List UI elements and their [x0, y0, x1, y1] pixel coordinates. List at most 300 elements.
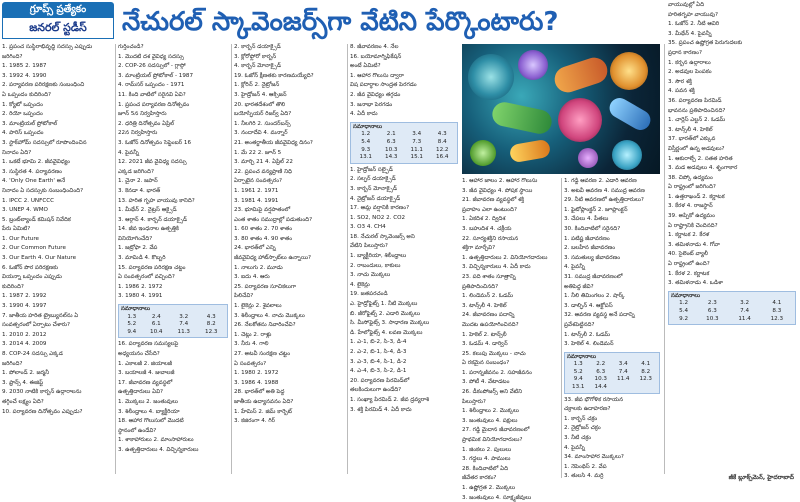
question-line: అధ్యయనం చేసేది?: [118, 351, 160, 357]
question-line: 4. ఏదీ కాదు: [350, 111, 378, 118]
question-line: 3. విచ్ఛిన్నకారులు 4. ఏదీ కాదు: [462, 264, 531, 271]
question-line: 3. క్లోరోఫ్లోరో కార్బన్: [234, 53, 277, 60]
question-line: అతిపెద్ద జీవి?: [564, 283, 594, 290]
question-line: 2. బలహీన జీవావరణం: [564, 245, 616, 252]
question-line: చక్రాలకు ఉదాహరణ?: [564, 406, 611, 413]
question-line: 29. నీటి ఆవరణలో ఉత్పత్తిదారులు?: [564, 197, 644, 204]
question-line: 20. భారతదేశంలో తొలి: [234, 101, 286, 108]
question-line: 1. టాన్స్‌లీ 2. ఓడమ్: [564, 331, 611, 338]
question-line: 1. జింకలు 2. పులులు: [462, 446, 512, 453]
answers-box: [668, 291, 796, 325]
cell-shape: [578, 148, 598, 168]
question-line: 1. ఉత్తరాఖండ్ 2. కర్ణాటక: [668, 193, 725, 200]
answer-cell: 4.3: [206, 313, 216, 320]
question-line: 35. ప్రపంచ ఉష్ణోగ్రత పెరుగుదలకు: [668, 40, 743, 47]
question-line: 1. మీథేన్ 2. నైట్రస్ ఆక్సైడ్: [118, 207, 177, 214]
question-line: సంవత్సరంలో ఏర్పాటు చేశారు?: [2, 322, 70, 329]
question-line: జరిగింది?: [2, 360, 23, 367]
answer-cell: 12.2: [436, 146, 449, 153]
question-line: 1. పరాన్నజీవనం 2. సహజీవనం: [462, 369, 533, 376]
question-line: 4. రామ్‌సర్ ఒప్పందం - 1971: [118, 82, 185, 89]
question-line: 24. భారత్‌లో ఎన్ని: [234, 245, 276, 252]
question-line: 13. హరిత గృహ వాయువు కానిది?: [118, 197, 195, 204]
answer-cell: 2.1: [386, 131, 396, 138]
question-line: 15. పర్యావరణ పరిరక్షణ చట్టం: [118, 264, 186, 271]
answer-cell: 5.2: [127, 321, 137, 328]
question-line: ఏర్పాటైన సంవత్సరం?: [234, 178, 282, 185]
question-line: 2. నైట్రోజన్ చక్రం: [564, 425, 601, 432]
answers-row: [121, 321, 225, 329]
question-line: 3. ఓడమ్ 4. డార్విన్: [462, 341, 508, 348]
question-line: 1. ప్రపంచ పర్యావరణ దినోత్సవం: [118, 101, 190, 108]
question-line: 36. పర్యావరణ పిరమిడ్: [668, 97, 722, 104]
question-line: డి. హేలోఫైట్స్ 4. లవణ మొక్కలు: [350, 329, 423, 336]
question-line: కుదిరింది?: [2, 283, 24, 290]
section-badge: [2, 2, 114, 42]
question-line: 14. జీవ ఇంధనాల ఉత్పత్తికి: [118, 226, 179, 233]
question-line: జరిగింది?: [2, 53, 23, 60]
question-line: 3. చేపలు 4. పీతలు: [564, 216, 609, 223]
question-line: 23. భూమిపై వర్షపాతంలో: [234, 207, 291, 214]
question-line: 10. పర్యావరణ దినోత్సవం ఎప్పుడు?: [2, 408, 83, 415]
question-line: 1. మొదటి దశ వైవిధ్య సదస్సు: [118, 53, 184, 60]
question-line: ఏ రాష్ట్రానికి చెందినది?: [668, 222, 718, 229]
question-line: పిలిచేవి?: [234, 293, 254, 300]
question-line: 27. అటవీ సంరక్షణ చట్టం: [234, 351, 291, 357]
question-line: తలకిందులుగా ఉండేది?: [350, 387, 402, 394]
answer-cell: 8.2: [206, 321, 216, 328]
question-line: ఎ. హైడ్రోఫైట్స్ 1. నీటి మొక్కలు: [350, 301, 418, 308]
question-line: 1. సంఖ్యా పిరమిడ్ 2. జీవ ద్రవ్యరాశి: [350, 396, 430, 403]
question-line: 1. క్యోటో ఒప్పందం: [2, 101, 43, 108]
question-line: 1. హేమిస్ 2. జిమ్ కార్బెట్: [234, 408, 292, 415]
question-line: 16. పర్యావరణ సమస్యలపై: [118, 341, 179, 348]
question-line: 28. కిందివాటిలో ఏది: [462, 465, 509, 472]
question-line: 3. సౌర శక్తి: [668, 78, 692, 85]
question-line: ఏ సంవత్సరంలో వచ్చింది?: [118, 274, 175, 281]
question-line: 1. నాలుగు 2. మూడు: [234, 264, 283, 271]
answer-cell: 3.2: [179, 313, 189, 320]
answer-cell: 11.4: [617, 376, 630, 383]
answers-row: [671, 300, 793, 308]
question-line: 3. మార్చి 21 4. ఏప్రిల్ 22: [234, 159, 293, 166]
question-line: 4. పైవన్నీ: [564, 444, 585, 451]
question-line: 3. తమిళనాడు 4. గోవా: [668, 241, 720, 248]
answer-cell: 2.3: [707, 300, 717, 307]
question-line: 1. కర్బన ఉద్గారాలు: [668, 59, 711, 66]
question-line: 3. Our Earth 4. Our Nature: [2, 255, 77, 262]
bacillus-shape: [551, 54, 610, 95]
question-line: 3. తులసి 4. మర్రి: [564, 473, 604, 480]
question-line: ప్రవేశపెట్టినది?: [564, 321, 595, 328]
question-line: 1. పోలాండ్ 2. జర్మనీ: [2, 370, 50, 377]
question-line: 25. పర్యావరణ సూచికలుగా: [234, 283, 297, 290]
question-line: 3. డాల్ఫిన్ 4. ఆక్టోపస్: [564, 302, 613, 309]
answers-row: [567, 369, 657, 377]
question-line: 3. జంతువులు 4. పక్షులు: [462, 417, 518, 424]
question-line: నినాదం ఏ సదస్సుకు సంబంధించింది?: [2, 187, 84, 194]
question-line: 3. ఉత్పత్తిదారులు 4. విచ్ఛిన్నకారులు: [118, 446, 199, 453]
question-line: ప్రవాహం ఎలా ఉంటుంది?: [462, 206, 517, 213]
question-line: 3. బహుదిశ 4. చక్రీయ: [462, 225, 512, 232]
question-line: 2. COP-26 సదస్సులో - గ్లాస్గో: [118, 63, 186, 70]
answers-table: [567, 361, 657, 391]
column-5: [462, 178, 558, 501]
question-line: 22న నిర్వహిస్తారు: [118, 130, 158, 137]
answer-cell: 6.3: [386, 138, 396, 145]
question-line: 19. ఓజోన్ క్షీణతకు కారణమయ్యేది?: [234, 72, 314, 79]
question-line: 1. 1987 2. 1992: [2, 293, 47, 300]
answer-cell: 10.3: [706, 315, 719, 322]
answer-cell: 7.3: [412, 138, 422, 145]
question-line: 3. నాచు మొక్కలు: [350, 272, 391, 279]
answer-cell: 3.2: [740, 300, 750, 307]
question-line: 23. పది శాతం సూత్రాన్ని: [462, 273, 516, 280]
question-line: 1. ఉత్పత్తిదారులు 2. వినియోగదారులు: [462, 254, 548, 261]
section-badge-top: గ్రూప్స్ ప్రత్యేకం: [2, 2, 114, 18]
answers-box: [564, 352, 660, 394]
question-line: జీవేతర కారకం?: [462, 475, 497, 482]
cell-shape: [518, 50, 548, 80]
question-line: 1. హైడ్రోజన్ సల్ఫైడ్: [350, 166, 393, 173]
question-line: 3. నీరు 4. గాలి: [234, 341, 269, 348]
answers-row: [121, 329, 225, 337]
question-line: 1. ఎకాలజీ 2. జియాలజీ: [118, 360, 173, 367]
question-line: 4. పైవన్నీ: [564, 264, 585, 271]
question-line: 2. రాబందులు, కాకులు: [350, 262, 401, 269]
answers-box: [350, 122, 458, 164]
cell-shape: [612, 140, 642, 170]
column-2: [118, 44, 228, 480]
bacillus-shape: [606, 94, 654, 133]
answer-cell: 9.3: [361, 146, 371, 153]
microbes-illustration: [462, 44, 660, 174]
answer-cell: 16.4: [436, 154, 449, 161]
question-line: 22. ప్రపంచ వన్యప్రాణి నిధి: [234, 168, 292, 175]
question-line: 1. జట్రోఫా 2. వేప: [118, 245, 158, 252]
answer-cell: 9.4: [127, 328, 137, 335]
question-line: 3. అటవీ ఆవరణ 4. సముద్ర ఆవరణ: [564, 187, 645, 194]
question-line: 3. జీవ వైవిధ్యం 4. పోషక స్థాయి: [462, 187, 533, 194]
question-line: ఏ ఒప్పందం కుదిరింది?: [2, 91, 51, 98]
question-line: 3. కెనడా 4. భారత్: [118, 187, 161, 194]
question-line: 1. శిలీంధ్రాలు 2. మొక్కలు: [462, 408, 519, 415]
column-4: [350, 44, 458, 480]
question-line: 3. ఎ-3, బి-4, సి-1, డి-2: [350, 358, 407, 365]
question-line: 2. కార్బన్ డయాక్సైడ్: [234, 44, 281, 50]
answer-cell: 7.4: [618, 368, 628, 375]
answer-cell: 15.1: [410, 154, 423, 161]
question-line: 3. నందాదేవి 4. మన్నార్: [234, 130, 288, 137]
question-line: 3. కేరళ 4. రాజస్థాన్: [668, 203, 713, 210]
column-divider: [561, 178, 562, 478]
question-line: 17. ఆమ్ల వర్షానికి కారణం?: [350, 205, 410, 212]
question-line: 17. జీవావరణ వ్యవస్థలో: [118, 379, 173, 386]
question-line: 1. IPCC 2. UNFCCC: [2, 197, 55, 204]
question-line: 3. UNEP 4. WMO: [2, 207, 48, 214]
question-line: జీవవైవిధ్య హాట్‌స్పాట్‌లు ఉన్నాయి?: [234, 255, 312, 262]
answer-cell: 3.4: [412, 131, 422, 138]
question-line: 1. ఏకదిశ 2. ద్విదిశ: [462, 216, 506, 223]
section-badge-subject: జనరల్ స్టడీస్: [2, 18, 114, 39]
answer-cell: 9.2: [679, 315, 689, 322]
question-line: విస్తీర్ణంలో ఉన్న అడవులు?: [668, 145, 725, 152]
question-line: 38. చిప్కో ఉద్యమం: [668, 174, 713, 181]
answers-row: [121, 314, 225, 322]
question-line: 3. శక్తి పిరమిడ్ 4. ఏదీ కాదు: [350, 406, 412, 413]
question-line: 3. మాంట్రియల్ ప్రోటోకాల్: [2, 120, 58, 127]
question-line: 3. గద్దలు 4. పాములు: [462, 456, 511, 463]
question-line: వినియోగించేది?: [118, 235, 153, 242]
question-line: 4. కార్బన్ మోనాక్సైడ్: [234, 63, 281, 70]
question-line: 1. 60 శాతం 2. 70 శాతం: [234, 226, 293, 233]
answers-row: [567, 384, 657, 392]
answers-title: సమాధానాలు: [121, 306, 150, 313]
column-divider: [664, 44, 665, 474]
page-headline: నేచురల్ స్కావెంజర్స్‌గా వేటిని పేర్కొంటారు?: [122, 7, 559, 37]
question-line: 2. Our Common Future: [2, 245, 66, 252]
question-line: 8. COP-24 సదస్సు ఎక్కడ: [2, 351, 63, 357]
column-7: [668, 2, 796, 472]
answer-cell: 1.3: [573, 361, 583, 368]
question-line: 2. సల్ఫర్ డయాక్సైడ్: [350, 176, 396, 183]
question-line: 4. పారిస్ ఒప్పందం: [2, 130, 44, 137]
answers-box: [118, 304, 228, 338]
question-line: 1. ఆహార జాలం 2. ఆహార గొలుసు: [462, 178, 538, 184]
answer-cell: 2.2: [596, 361, 606, 368]
answers-row: [567, 376, 657, 384]
question-line: 1. ఒకటే భూమి 2. జీవవైవిధ్యం: [2, 159, 70, 166]
question-line: 3. హైడ్రోజన్ 4. ఆక్సిజన్: [234, 91, 287, 98]
answer-cell: 2.4: [151, 313, 161, 320]
question-line: 21. జీవావరణ వ్యవస్థలో శక్తి: [462, 197, 525, 204]
question-line: 4. లైకెన్లు: [350, 281, 370, 288]
answers-table: [121, 314, 225, 337]
answers-row: [353, 131, 455, 139]
question-line: 3. మడ అడవులు 4. శృంగాకార: [668, 165, 738, 172]
question-line: 1. 1961 2. 1971: [234, 187, 279, 194]
question-line: 6. ఓజోన్ పొర పరిరక్షణకు: [2, 264, 59, 271]
question-line: వాయువుల్లో ఏది: [668, 2, 705, 8]
question-line: 3. 2014 4. 2009: [2, 341, 47, 348]
answers-row: [353, 154, 455, 162]
answer-cell: 5.4: [361, 138, 371, 145]
question-line: 3. 1980 4. 1991: [118, 293, 163, 300]
question-line: విష పదార్థాల సాంద్రత పెరగడం: [350, 82, 417, 89]
cell-shape: [470, 140, 496, 166]
question-line: 33. జీవ భౌగోళిక రసాయన: [564, 396, 624, 403]
question-line: 3. తమిళనాడు 4. ఒడిశా: [668, 280, 723, 287]
question-line: 1. 1986 2. 1972: [118, 283, 163, 290]
cell-shape: [610, 52, 648, 90]
cell-shape: [558, 98, 602, 142]
question-line: 4. 'Only One Earth' అనే: [2, 178, 66, 185]
question-line: 1. పటిష్ట జీవావరణం: [564, 235, 610, 242]
question-line: 1. క్లోరిన్ 2. నైట్రోజన్: [234, 82, 280, 89]
answer-cell: 1.3: [127, 313, 137, 320]
question-line: 1. ఉష్ణోగ్రత 2. మొక్కలు: [462, 485, 516, 491]
question-line: 21. అంతర్జాతీయ జీవవైవిధ్య దినం?: [234, 139, 313, 146]
question-line: 1. చైనా 2. జపాన్: [118, 178, 158, 185]
question-line: 1. ఆకురాల్చే 2. సతత హరిత: [668, 155, 733, 162]
answer-cell: 12.3: [770, 315, 784, 322]
question-line: 32. ఆవరణ వ్యవస్థ అనే పదాన్ని: [564, 312, 635, 319]
question-line: మొదట ఉపయోగించినది?: [462, 321, 519, 328]
question-line: 3. ఐదు 4. ఆరు: [234, 274, 270, 281]
question-line: 3. 1990 4. 1997: [2, 303, 47, 310]
question-line: 37. భారత్‌లో ఎక్కువ: [668, 136, 716, 143]
answer-cell: 14.4: [594, 384, 607, 391]
column-3: [234, 44, 344, 480]
column-1: [2, 44, 112, 480]
question-line: 22. సూర్యశక్తిని రసాయన: [462, 235, 519, 242]
answers-table: [353, 131, 455, 161]
answers-title: సమాధానాలు: [671, 292, 700, 299]
answer-cell: 4.3: [437, 131, 447, 138]
question-line: 26. నేలకోతను నివారించేవి?: [234, 322, 296, 329]
question-line: 25. కలుపు మొక్కలు - నాచు: [462, 350, 526, 357]
question-line: 34. మాంసాహార మొక్కలు?: [564, 454, 624, 461]
answer-cell: 13.1: [572, 384, 585, 391]
column-divider: [347, 44, 348, 474]
question-line: వియన్నా ఒప్పందం ఎప్పుడు: [2, 274, 62, 281]
question-line: 26. డీకంపోజర్స్ అని వేటిని: [462, 389, 523, 396]
answer-cell: 10.4: [150, 328, 163, 335]
question-line: 40. సైలెంట్ వ్యాలీ: [668, 251, 709, 258]
answers-row: [353, 147, 455, 155]
question-line: ఎక్కడ జరిగింది?: [118, 168, 154, 175]
answer-cell: 7.4: [179, 321, 189, 328]
question-line: 1. నెపెంథిస్ 2. వేప: [564, 463, 607, 470]
question-line: వేటిని పిలుస్తారు?: [350, 243, 388, 250]
answers-row: [567, 361, 657, 369]
column-divider: [231, 44, 232, 474]
question-line: 1. కార్బన్ చక్రం: [564, 415, 598, 422]
question-line: నినాదం ఏది?: [2, 149, 32, 156]
question-line: 1. 1980 2. 1972: [234, 370, 279, 377]
question-line: ప్రధాన కారణం?: [668, 49, 702, 56]
question-line: స్థానంలో ఉండేవి?: [118, 427, 157, 434]
question-line: ఏ రాష్ట్రంలో జరిగింది?: [668, 184, 716, 191]
question-line: 1. ఓజోన్ 2. నీటి ఆవిరి: [668, 21, 720, 28]
answer-cell: 11.4: [738, 315, 751, 322]
question-line: 3. ఆర్గాన్ 4. కార్బన్ డయాక్సైడ్: [118, 216, 188, 223]
question-line: 3. 1992 4. 1990: [2, 72, 47, 79]
question-line: 9. 2030 నాటికి కార్బన్ ఉద్గారాలను: [2, 389, 82, 396]
source-credit: జీకే బ్లూక్స్‌మెన్, హైదరాబాద్: [728, 474, 794, 481]
question-line: 1. ప్రపంచ సుస్థిరాభివృద్ధి సదస్సు ఎప్పుడు: [2, 44, 93, 50]
question-line: 3. టాన్స్‌లీ 4. హెకెల్: [462, 302, 507, 309]
question-line: 1. నీలి తిమింగలం 2. షార్క్: [564, 293, 625, 300]
answer-cell: 12.3: [205, 328, 218, 335]
answers-title: సమాధానాలు: [353, 123, 382, 130]
question-line: శక్తిగా మార్చేవి?: [462, 245, 496, 252]
answer-cell: 4.1: [641, 361, 651, 368]
question-line: 12. 2021 జీవ వైవిధ్య సదస్సు: [118, 159, 187, 166]
answer-cell: 5.4: [679, 308, 689, 314]
question-line: భావనను ప్రతిపాదించినది?: [668, 107, 726, 114]
answer-cell: 9.4: [573, 376, 583, 383]
question-line: 18. ఆహార గొలుసులో మొదటి: [118, 418, 184, 425]
question-line: బయోస్ఫియర్ రిజర్వ్ ఏది?: [234, 111, 292, 118]
answer-cell: 10.3: [385, 146, 398, 153]
question-line: 4. పైవన్నీ: [118, 149, 139, 156]
question-line: ప్రతిపాదించినది?: [462, 283, 499, 290]
question-line: బి. జీరోఫైట్స్ 2. ఎడారి మొక్కలు: [350, 310, 421, 317]
question-line: 1. చెట్లు 2. రాళ్లు: [234, 331, 272, 338]
answer-cell: 11.1: [410, 146, 423, 153]
answer-cell: 12.3: [639, 376, 652, 383]
question-line: 1. ఎ-1, బి-2, సి-3, డి-4: [350, 339, 407, 346]
answer-cell: 8.3: [772, 308, 782, 314]
question-line: ఉత్పత్తిదారులు ఏవి?: [118, 389, 164, 396]
question-line: 24. జీవావరణం పదాన్ని: [462, 312, 515, 319]
answers-row: [353, 139, 455, 147]
question-line: 1. లైకెన్లు 2. శైవలాలు: [234, 303, 282, 310]
cell-shape: [468, 54, 514, 100]
answer-cell: 6.3: [707, 308, 717, 314]
answer-cell: 11.3: [177, 328, 190, 335]
question-line: అంటే ఏమిటి?: [350, 63, 381, 70]
question-line: 3. ఫ్రాన్స్ 4. ఈజిప్ట్: [2, 379, 44, 386]
question-line: 7. జాతీయ హరిత ట్రైబ్యునల్‌ను ఏ: [2, 312, 79, 319]
question-line: 3. టాన్స్‌లీ 4. హెకెల్: [668, 126, 713, 133]
question-line: 3. పోటీ 4. వేటాడటం: [462, 379, 510, 386]
bacillus-shape: [490, 100, 554, 136]
question-line: ఏ సంవత్సరం?: [234, 360, 267, 367]
answer-cell: [612, 384, 635, 392]
column-6: [564, 178, 660, 478]
question-line: 28. భారత్‌లో అతి పెద్ద: [234, 389, 285, 396]
answer-cell: 14.3: [385, 154, 398, 161]
question-line: 3. కార్బన్ మోనాక్సైడ్: [350, 185, 397, 192]
question-line: 1. లిండెమన్ 2. ఓడమ్: [462, 293, 514, 300]
question-line: 2. జీవ వైవిధ్యం తగ్గడం: [350, 91, 401, 98]
question-line: ఎంత శాతం సముద్రాల్లో పడుతుంది?: [234, 216, 313, 223]
question-line: 3. జనాభా పెరగడం: [350, 101, 393, 108]
answer-cell: 1.2: [679, 300, 689, 307]
question-line: 30. కిందివాటిలో సరైనది?: [564, 225, 621, 232]
question-line: ఏ రాష్ట్రంలో ఉంది?: [668, 261, 710, 268]
answer-cell: 4.1: [772, 300, 782, 307]
question-line: పేరు ఏమిటి?: [2, 226, 31, 233]
answer-cell: 8.2: [641, 368, 651, 375]
question-line: 3. జంతువులు 4. సూక్ష్మజీవులు: [462, 494, 532, 501]
question-line: జూన్ 5న నిర్వహిస్తారు: [118, 111, 167, 118]
question-line: 1. శాకాహారులు 2. మాంసాహారులు: [118, 437, 194, 444]
question-line: 1. కేరళ 2. కర్ణాటక: [668, 270, 710, 277]
question-line: 4. పవన శక్తి: [668, 88, 695, 95]
question-line: 2. అడవుల పెంపకం: [668, 69, 712, 76]
answers-table: [671, 300, 793, 323]
question-line: 20. పర్యావరణ పిరమిడ్‌లో: [350, 377, 410, 384]
question-line: 3. మామిడి 4. కొబ్బరి: [118, 255, 166, 262]
question-line: 3. శిలీంధ్రాలు 4. బ్యాక్టీరియా: [118, 408, 180, 415]
question-line: ఏ రకమైన సంబంధం?: [462, 360, 510, 367]
question-line: 1. బ్యాక్టీరియా, శిలీంధ్రాలు: [350, 253, 407, 260]
question-line: 1. కర్ణాటక 2. కేరళ: [668, 232, 710, 239]
question-line: 3. 1981 4. 1991: [234, 197, 279, 204]
answer-cell: 10.3: [594, 376, 607, 383]
question-line: 1. ఆహార గొలుసు ద్వారా: [350, 72, 404, 79]
answer-cell: 6.1: [151, 321, 161, 328]
question-line: 31. సముద్ర జీవావరణంలో: [564, 273, 623, 280]
question-line: 3. సమతుల్య జీవావరణం: [564, 254, 621, 261]
question-line: 1. చార్లెస్ ఎల్టన్ 2. ఓడమ్: [668, 117, 726, 124]
question-line: 3. 80 శాతం 4. 90 శాతం: [234, 235, 293, 242]
question-line: 3. మీథేన్ 4. పైవన్నీ: [668, 30, 712, 37]
question-line: 1. నీలగిరి 2. సుందర్‌బన్స్: [234, 120, 291, 127]
